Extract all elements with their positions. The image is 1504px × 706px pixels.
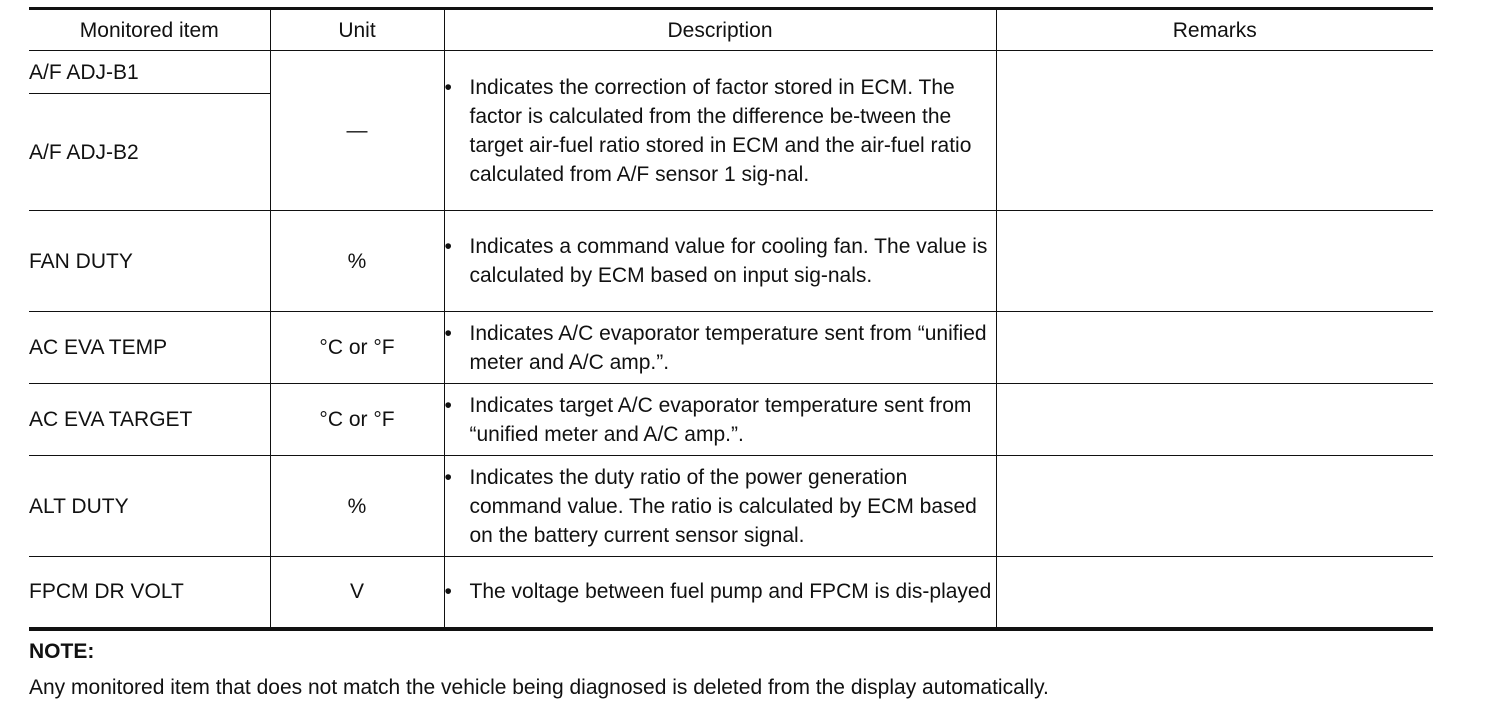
header-unit: Unit [270, 9, 444, 51]
remarks-cell [996, 51, 1433, 211]
header-remarks: Remarks [996, 9, 1433, 51]
table-row [29, 456, 1433, 557]
unit-cell: — [270, 51, 444, 211]
remarks-cell [996, 384, 1433, 456]
unit-cell: % [270, 211, 444, 312]
description-cell [444, 312, 996, 384]
bullet: • [444, 235, 452, 258]
description-cell [444, 384, 996, 456]
description-cell [444, 557, 996, 629]
unit-cell: °C or °F [270, 312, 444, 384]
note-title: NOTE: [29, 639, 95, 663]
item-cell: FAN DUTY [29, 211, 270, 312]
monitor-items-table [29, 7, 1433, 631]
description-text: Indicates target A/C evaporator temperature sent from “unified meter and A/C amp.”. [469, 393, 972, 446]
document-page [29, 7, 1433, 702]
description-text: Indicates a command value for cooling fan. The value is calculated by ECM based on input sig-nals. [469, 235, 988, 287]
item-cell: FPCM DR VOLT [29, 557, 270, 629]
remarks-cell [996, 312, 1433, 384]
unit-cell: °C or °F [270, 384, 444, 456]
table-row [29, 211, 1433, 312]
remarks-cell [996, 211, 1433, 312]
unit-cell: V [270, 557, 444, 629]
remarks-cell [996, 456, 1433, 557]
note-section [29, 637, 1433, 702]
table-row [29, 384, 1433, 456]
table-row [29, 312, 1433, 384]
header-monitored-item: Monitored item [29, 9, 270, 51]
note-text: Any monitored item that does not match the vehicle being diagnosed is deleted from the display automatically. [29, 675, 1049, 699]
table-row [29, 51, 1433, 94]
item-cell: AC EVA TEMP [29, 312, 270, 384]
item-cell: A/F ADJ-B1 [29, 51, 270, 94]
item-cell: AC EVA TARGET [29, 384, 270, 456]
description-cell [444, 51, 996, 211]
header-description: Description [444, 9, 996, 51]
table-row [29, 557, 1433, 629]
item-cell: A/F ADJ-B2 [29, 94, 270, 211]
description-cell [444, 211, 996, 312]
unit-cell: % [270, 456, 444, 557]
description-text: Indicates A/C evaporator temperature sent from “unified meter and A/C amp.”. [469, 321, 987, 374]
bullet: • [444, 75, 452, 99]
item-cell: ALT DUTY [29, 456, 270, 557]
bullet: • [444, 393, 452, 417]
description-text: Indicates the correction of factor stored in ECM. The factor is calculated from the difference be-tween the target air-fuel ratio stored in ECM and the air-fuel ratio calculated from A/F sensor 1 sig-nal. [469, 75, 972, 186]
table-header-row [29, 9, 1433, 51]
bullet: • [444, 321, 452, 345]
description-text: Indicates the duty ratio of the power generation command value. The ratio is calculated by ECM based on the battery current sensor signal. [469, 465, 977, 547]
bullet: • [444, 580, 452, 604]
bullet: • [444, 465, 452, 489]
remarks-cell [996, 557, 1433, 629]
description-text: The voltage between fuel pump and FPCM is dis-played [469, 580, 992, 604]
description-cell [444, 456, 996, 557]
